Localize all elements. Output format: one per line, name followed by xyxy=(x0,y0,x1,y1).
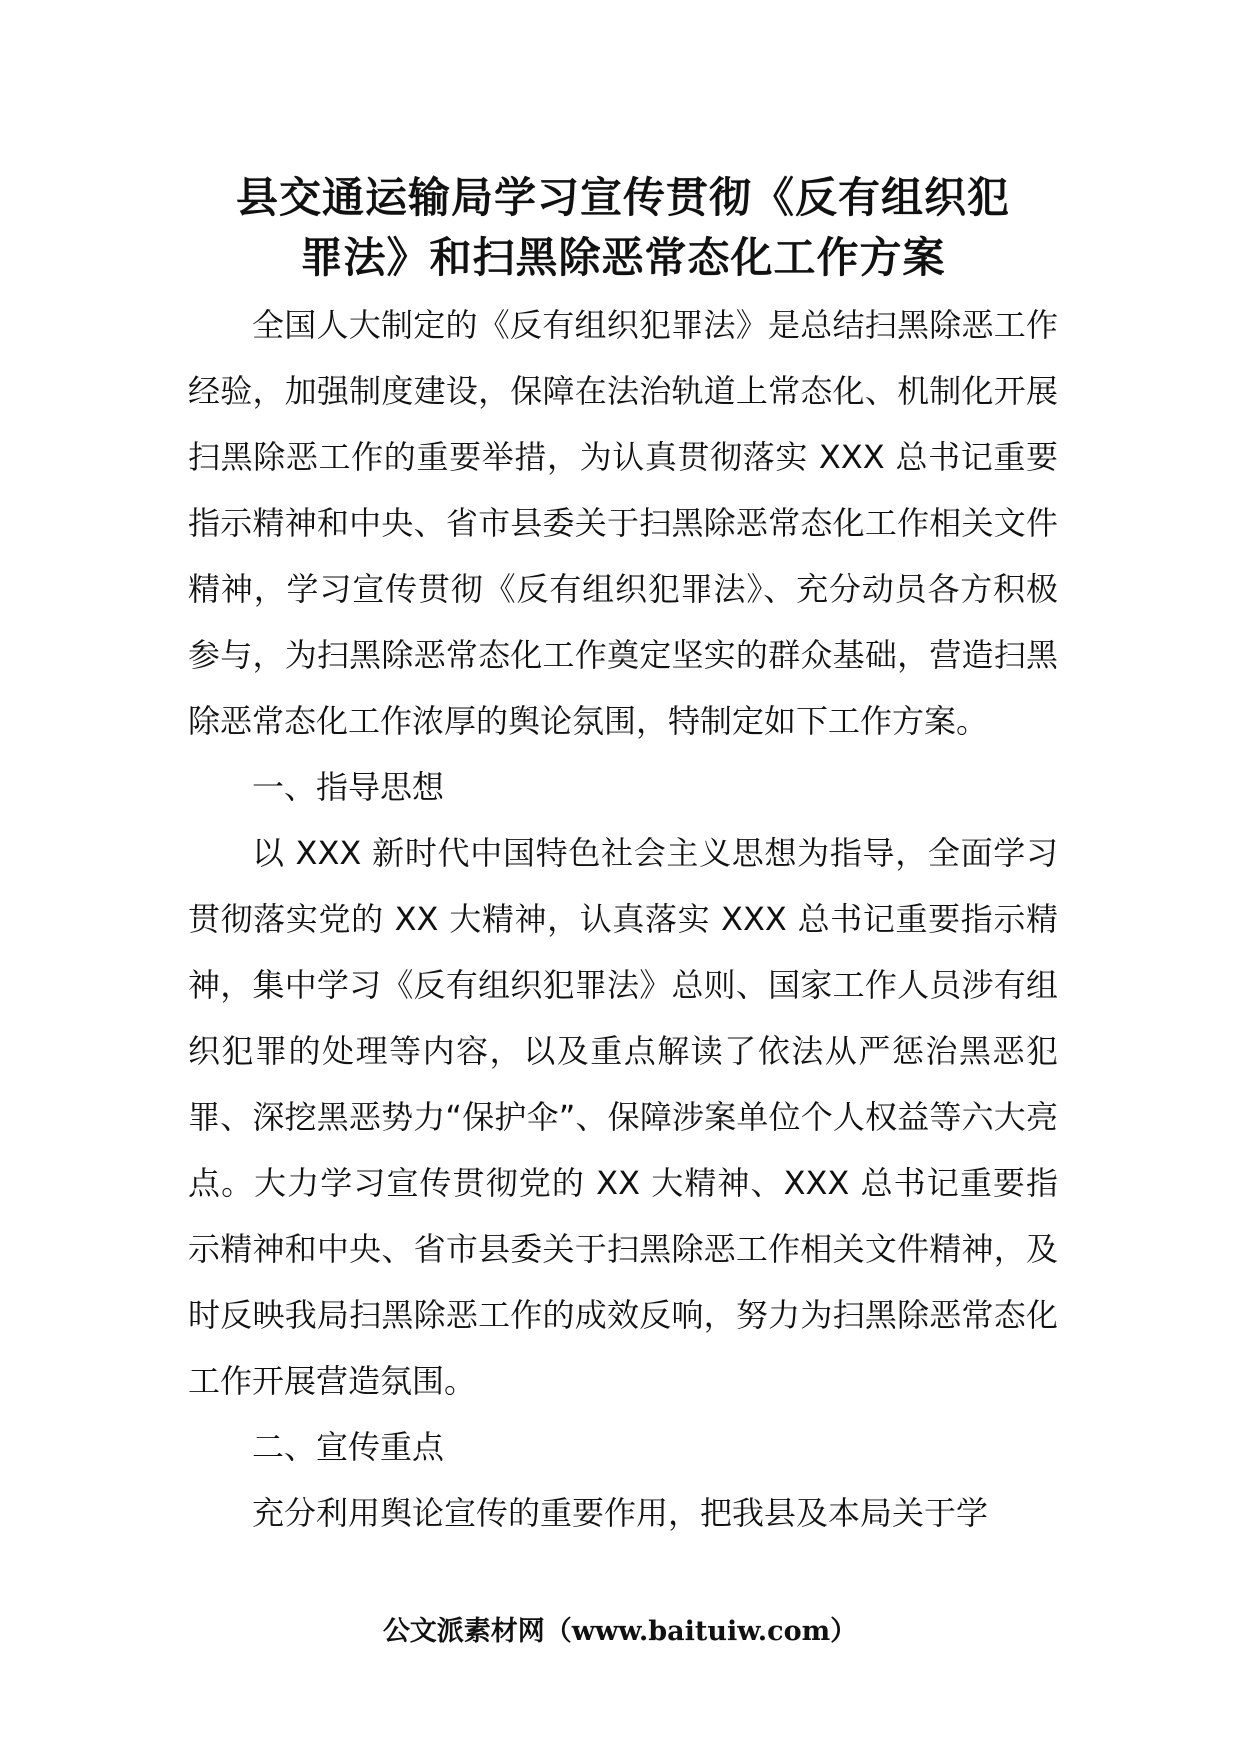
document-page xyxy=(188,168,1058,1546)
section-body-publicity-focus: 充分利用舆论宣传的重要作用，把我县及本局关于学 xyxy=(252,1494,989,1532)
section-heading-guiding-ideology: 一、指导思想 xyxy=(252,768,445,806)
title-line-2: 罪法》和扫黑除恶常态化工作方案 xyxy=(300,233,946,282)
document-title xyxy=(188,168,1058,288)
footer-watermark: 公文派素材网（www.baituiw.com） xyxy=(382,1616,858,1647)
section-body-guiding-ideology: 以 XXX 新时代中国特色社会主义思想为指导，全面学习贯彻落实党的 XX 大精神，认真落实 XXX 总书记重要指示精神，集中学习《反有组织犯罪法》总则、国家工作人员涉有组织犯罪的处理等内容，以及重点解读了依法从严惩治黑恶犯罪、深挖黑恶势力“保护伞”、保障涉案单位个人权益等六大亮点。大力学习宣传贯彻党的 XX 大精神、XXX 总书记重要指示精神和中央、省市县委关于扫黑除恶工作相关文件精神，及时反映我局扫黑除恶工作的成效反响，努力为扫黑除恶常态化工作开展营造氛围。 xyxy=(188,834,1058,1400)
intro-paragraph: 全国人大制定的《反有组织犯罪法》是总结扫黑除恶工作经验，加强制度建设，保障在法治轨道上常态化、机制化开展扫黑除恶工作的重要举措，为认真贯彻落实 XXX 总书记重要指示精神和中央、省市县委关于扫黑除恶常态化工作相关文件精神，学习宣传贯彻《反有组织犯罪法》、充分动员各方积极参与，为扫黑除恶常态化工作奠定坚实的群众基础，营造扫黑除恶常态化工作浓厚的舆论氛围，特制定如下工作方案。 xyxy=(188,306,1058,740)
section-heading-publicity-focus: 二、宣传重点 xyxy=(252,1428,445,1466)
title-line-1: 县交通运输局学习宣传贯彻《反有组织犯 xyxy=(235,173,1010,222)
